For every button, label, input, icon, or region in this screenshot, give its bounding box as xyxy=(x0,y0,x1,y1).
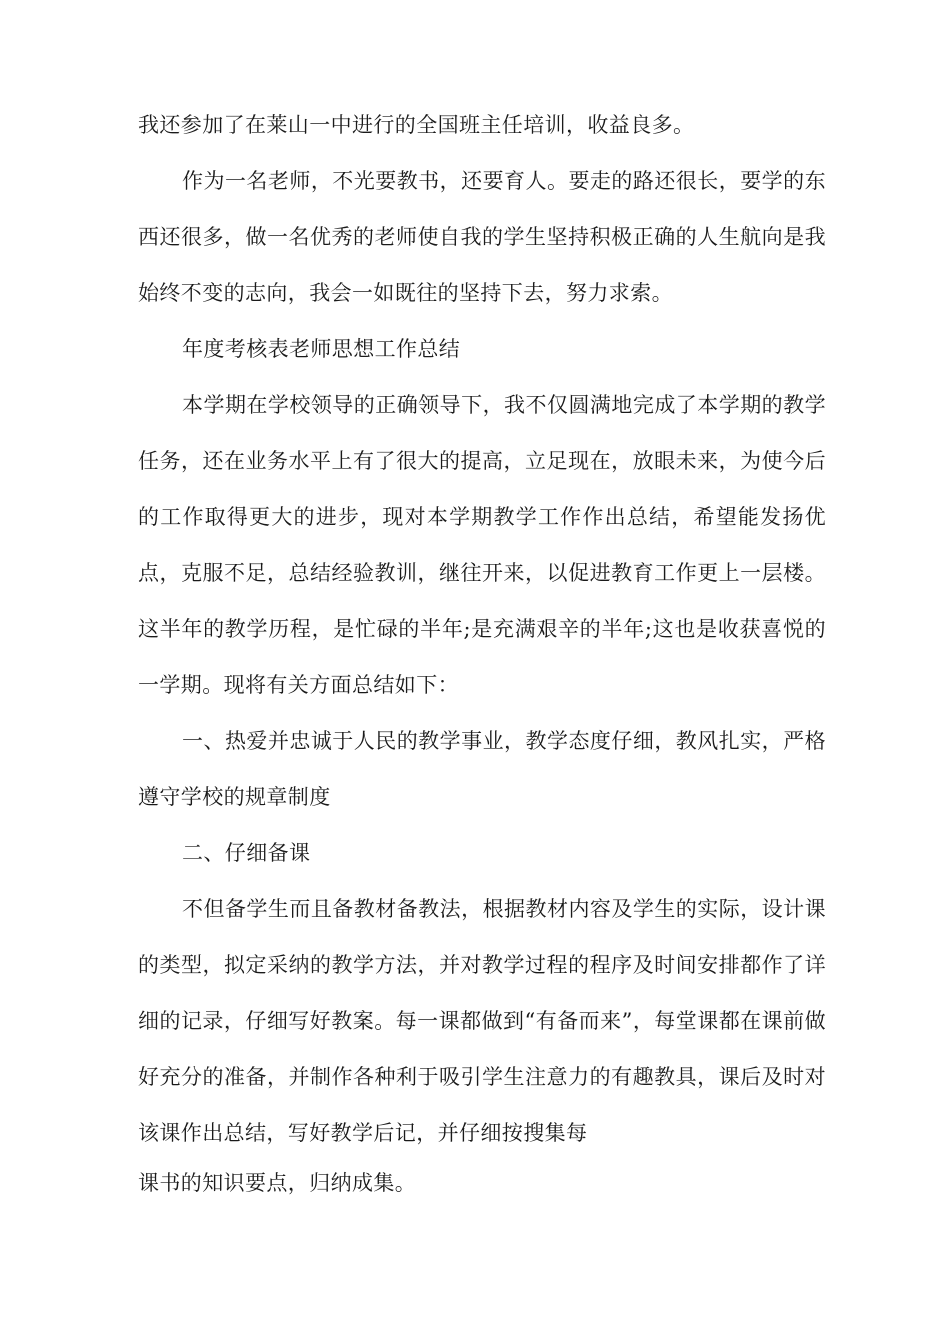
heading-part-one: 一、热爱并忠诚于人民的教学事业，教学态度仔细，教风扎实，严格遵守学校的规章制度 xyxy=(138,729,826,809)
paragraph-teacher-aspiration: 作为一名老师，不光要教书，还要育人。要走的路还很长，要学的东西还很多，做一名优秀的老师使自我的学生坚持积极正确的人生航向是我始终不变的志向，我会一如既往的坚持下去，努力求索。 xyxy=(138,169,826,305)
section-title: 年度考核表老师思想工作总结 xyxy=(182,337,461,361)
paragraph-lesson-prep-end: 课书的知识要点，归纳成集。 xyxy=(138,1171,417,1195)
paragraph-lesson-prep: 不但备学生而且备教材备教法，根据教材内容及学生的实际，设计课的类型，拟定采纳的教学方法，并对教学过程的程序及时间安排都作了详细的记录，仔细写好教案。每一课都做到“有备而来”，每堂课都在课前做好充分的准备，并制作各种利于吸引学生注意力的有趣教具，课后及时对该课作出总结，写好教学后记，并仔细按搜集每 xyxy=(138,897,826,1145)
paragraph-semester-summary: 本学期在学校领导的正确领导下，我不仅圆满地完成了本学期的教学任务，还在业务水平上有了很大的提高，立足现在，放眼未来，为使今后的工作取得更大的进步，现对本学期教学工作作出总结，希望能发扬优点，克服不足，总结经验教训，继往开来，以促进教育工作更上一层楼。这半年的教学历程，是忙碌的半年;是充满艰辛的半年;这也是收获喜悦的一学期。现将有关方面总结如下： xyxy=(138,393,826,697)
document-body xyxy=(138,97,826,1205)
heading-part-two: 二、仔细备课 xyxy=(182,841,311,865)
paragraph-training: 我还参加了在莱山一中进行的全国班主任培训，收益良多。 xyxy=(138,113,695,137)
